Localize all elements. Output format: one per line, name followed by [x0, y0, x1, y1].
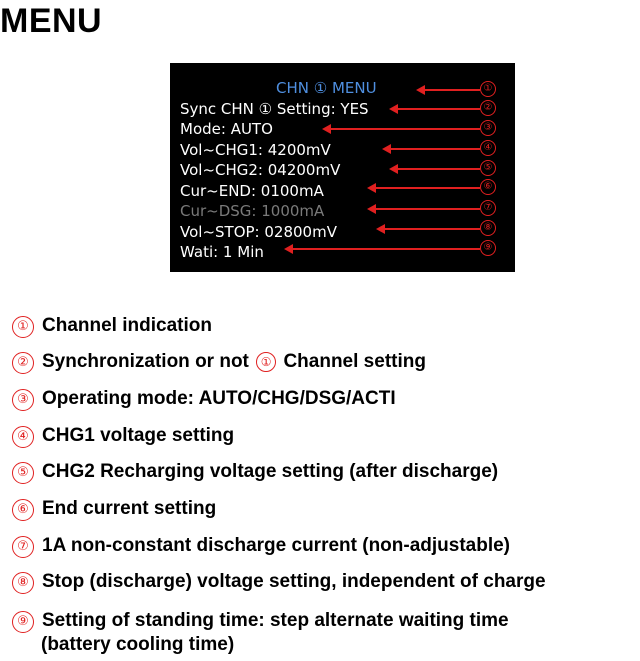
- legend-item-6: [12, 497, 216, 521]
- callout-arrow-4: [384, 148, 480, 150]
- screen-line-cur-dsg: Cur~DSG: 1000mA: [180, 202, 325, 220]
- legend-item-4: [12, 424, 234, 448]
- callout-marker-5: ⑤: [480, 160, 496, 176]
- legend-text: CHG2 Recharging voltage setting (after discharge): [42, 461, 499, 482]
- callout-marker-3: ③: [480, 120, 496, 136]
- screen-line-sync: Sync CHN ① Setting: YES: [180, 100, 369, 118]
- legend-text: Operating mode: AUTO/CHG/DSG/ACTI: [42, 388, 396, 409]
- legend-item-3: [12, 387, 396, 411]
- screen-line-wait: Wati: 1 Min: [180, 243, 264, 261]
- legend-text: Channel indication: [42, 315, 212, 336]
- screen-line-cur-end: Cur~END: 0100mA: [180, 182, 324, 200]
- legend-number: ①: [12, 316, 34, 338]
- legend-text: Channel setting: [283, 351, 426, 372]
- legend-number: ⑨: [12, 611, 34, 633]
- legend-item-9: [12, 609, 509, 633]
- legend-number: ④: [12, 426, 34, 448]
- callout-arrow-5: [391, 168, 480, 170]
- callout-arrow-8: [378, 228, 480, 230]
- callout-arrow-9: [286, 248, 480, 250]
- callout-marker-7: ⑦: [480, 200, 496, 216]
- callout-arrow-3: [324, 128, 480, 130]
- legend-number: ⑥: [12, 499, 34, 521]
- callout-arrow-2: [391, 108, 480, 110]
- screen-line-chg2: Vol~CHG2: 04200mV: [180, 161, 341, 179]
- callout-arrow-6: [369, 187, 480, 189]
- callout-marker-8: ⑧: [480, 220, 496, 236]
- callout-marker-9: ⑨: [480, 240, 496, 256]
- page-title: MENU: [0, 2, 103, 40]
- screen-line-chg1: Vol~CHG1: 4200mV: [180, 141, 331, 159]
- legend-item-2: [12, 350, 426, 374]
- legend-number: ⑧: [12, 572, 34, 594]
- screen-header: CHN ① MENU: [276, 79, 377, 97]
- legend-number: ⑦: [12, 536, 34, 558]
- legend-number: ③: [12, 389, 34, 411]
- legend-item-5: [12, 460, 498, 484]
- legend-inline-number: ①: [256, 352, 276, 372]
- legend-number: ⑤: [12, 462, 34, 484]
- legend-text: 1A non-constant discharge current (non-adjustable): [42, 535, 511, 556]
- legend-text: Synchronization or not: [42, 351, 249, 372]
- callout-marker-4: ④: [480, 140, 496, 156]
- callout-marker-2: ②: [480, 100, 496, 116]
- legend-item-9-continuation: (battery cooling time): [41, 634, 235, 655]
- callout-arrow-7: [369, 208, 480, 210]
- callout-arrow-1: [418, 89, 480, 91]
- legend-item-8: [12, 570, 546, 594]
- legend-text: End current setting: [42, 498, 217, 519]
- legend-text: CHG1 voltage setting: [42, 425, 235, 446]
- screen-line-vol-stop: Vol~STOP: 02800mV: [180, 223, 337, 241]
- screen-line-mode: Mode: AUTO: [180, 120, 273, 138]
- legend-number: ②: [12, 352, 34, 374]
- legend-text: Setting of standing time: step alternate waiting time: [42, 610, 509, 631]
- callout-marker-6: ⑥: [480, 179, 496, 195]
- legend-item-1: [12, 314, 212, 338]
- legend-text: Stop (discharge) voltage setting, independent of charge: [42, 571, 546, 592]
- callout-marker-1: ①: [480, 81, 496, 97]
- legend-item-7: [12, 534, 510, 558]
